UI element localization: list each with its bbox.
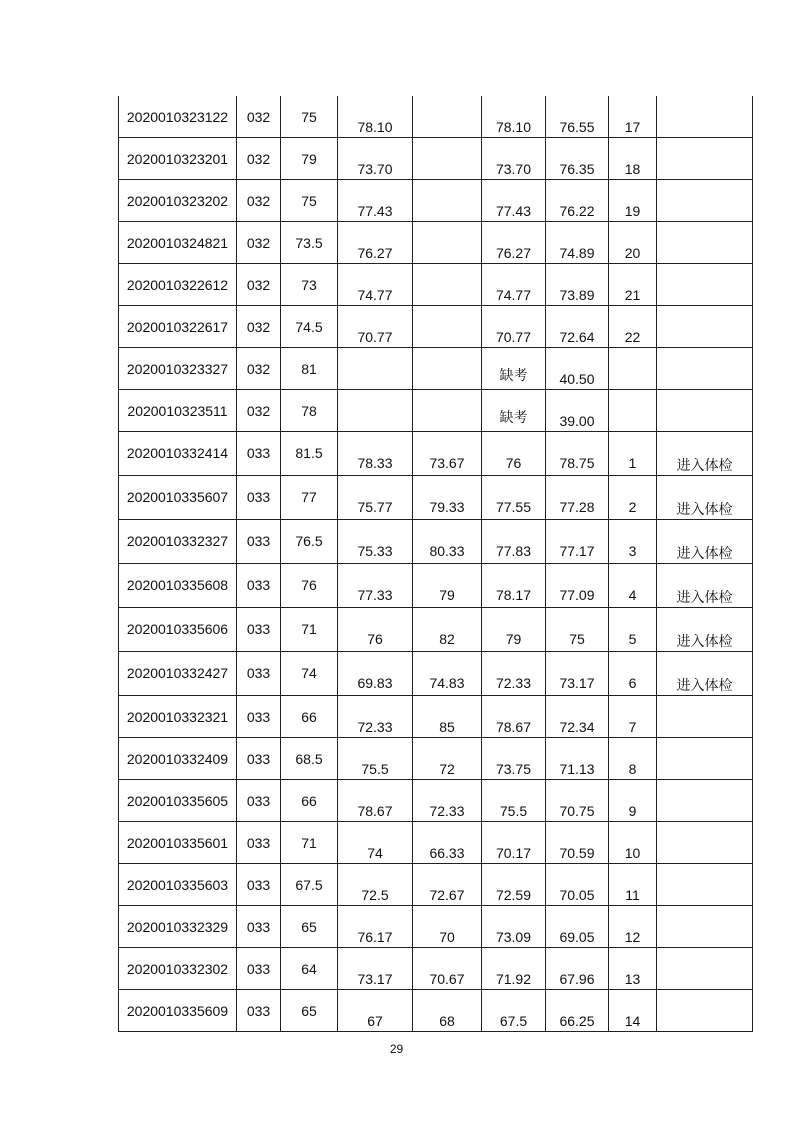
interview-score-cell: 缺考 bbox=[482, 390, 546, 432]
total-score-cell: 70.75 bbox=[546, 780, 609, 822]
table-body bbox=[119, 96, 753, 1032]
remark-cell bbox=[657, 738, 753, 780]
candidate-id-cell: 2020010323511 bbox=[119, 390, 237, 432]
table-row bbox=[119, 222, 753, 264]
interview-score-b-cell bbox=[413, 390, 482, 432]
remark-cell bbox=[657, 990, 753, 1032]
candidate-id-cell: 2020010335607 bbox=[119, 476, 237, 520]
total-score-cell: 77.17 bbox=[546, 520, 609, 564]
rank-cell: 13 bbox=[609, 948, 657, 990]
written-score-cell: 76.5 bbox=[281, 520, 338, 564]
interview-score-cell: 72.59 bbox=[482, 864, 546, 906]
table-row bbox=[119, 738, 753, 780]
interview-score-cell: 79 bbox=[482, 608, 546, 652]
interview-score-a-cell: 76.17 bbox=[338, 906, 413, 948]
rank-cell: 8 bbox=[609, 738, 657, 780]
written-score-cell: 74 bbox=[281, 652, 338, 696]
position-code-cell: 033 bbox=[237, 652, 281, 696]
interview-score-b-cell: 79 bbox=[413, 564, 482, 608]
position-code-cell: 032 bbox=[237, 306, 281, 348]
remark-cell: 进入体检 bbox=[657, 564, 753, 608]
total-score-cell: 75 bbox=[546, 608, 609, 652]
position-code-cell: 032 bbox=[237, 180, 281, 222]
position-code-cell: 032 bbox=[237, 264, 281, 306]
remark-cell bbox=[657, 390, 753, 432]
interview-score-cell: 73.75 bbox=[482, 738, 546, 780]
interview-score-b-cell bbox=[413, 222, 482, 264]
position-code-cell: 032 bbox=[237, 348, 281, 390]
interview-score-b-cell bbox=[413, 264, 482, 306]
interview-score-a-cell: 78.10 bbox=[338, 96, 413, 138]
position-code-cell: 032 bbox=[237, 390, 281, 432]
position-code-cell: 032 bbox=[237, 138, 281, 180]
position-code-cell: 033 bbox=[237, 608, 281, 652]
interview-score-cell: 73.70 bbox=[482, 138, 546, 180]
rank-cell bbox=[609, 348, 657, 390]
remark-cell: 进入体检 bbox=[657, 652, 753, 696]
candidate-id-cell: 2020010335609 bbox=[119, 990, 237, 1032]
rank-cell: 6 bbox=[609, 652, 657, 696]
candidate-id-cell: 2020010332409 bbox=[119, 738, 237, 780]
interview-score-cell: 78.10 bbox=[482, 96, 546, 138]
position-code-cell: 033 bbox=[237, 696, 281, 738]
position-code-cell: 032 bbox=[237, 96, 281, 138]
candidate-id-cell: 2020010335608 bbox=[119, 564, 237, 608]
written-score-cell: 73.5 bbox=[281, 222, 338, 264]
interview-score-cell: 77.43 bbox=[482, 180, 546, 222]
interview-score-b-cell bbox=[413, 96, 482, 138]
interview-score-b-cell: 70 bbox=[413, 906, 482, 948]
written-score-cell: 76 bbox=[281, 564, 338, 608]
remark-cell bbox=[657, 822, 753, 864]
interview-score-b-cell: 85 bbox=[413, 696, 482, 738]
interview-score-b-cell: 72.67 bbox=[413, 864, 482, 906]
written-score-cell: 71 bbox=[281, 822, 338, 864]
total-score-cell: 73.89 bbox=[546, 264, 609, 306]
candidate-id-cell: 2020010322612 bbox=[119, 264, 237, 306]
total-score-cell: 76.55 bbox=[546, 96, 609, 138]
table-row bbox=[119, 180, 753, 222]
table-row bbox=[119, 96, 753, 138]
written-score-cell: 77 bbox=[281, 476, 338, 520]
rank-cell: 5 bbox=[609, 608, 657, 652]
candidate-id-cell: 2020010322617 bbox=[119, 306, 237, 348]
written-score-cell: 67.5 bbox=[281, 864, 338, 906]
interview-score-b-cell: 66.33 bbox=[413, 822, 482, 864]
candidate-id-cell: 2020010335606 bbox=[119, 608, 237, 652]
written-score-cell: 81 bbox=[281, 348, 338, 390]
remark-cell: 进入体检 bbox=[657, 520, 753, 564]
rank-cell bbox=[609, 390, 657, 432]
position-code-cell: 033 bbox=[237, 564, 281, 608]
remark-cell bbox=[657, 906, 753, 948]
interview-score-a-cell: 77.43 bbox=[338, 180, 413, 222]
interview-score-cell: 78.17 bbox=[482, 564, 546, 608]
candidate-id-cell: 2020010335603 bbox=[119, 864, 237, 906]
candidate-id-cell: 2020010323201 bbox=[119, 138, 237, 180]
table-row bbox=[119, 696, 753, 738]
interview-score-a-cell: 78.67 bbox=[338, 780, 413, 822]
interview-score-a-cell: 76.27 bbox=[338, 222, 413, 264]
rank-cell: 3 bbox=[609, 520, 657, 564]
interview-score-cell: 缺考 bbox=[482, 348, 546, 390]
interview-score-cell: 76 bbox=[482, 432, 546, 476]
table-row bbox=[119, 906, 753, 948]
remark-cell: 进入体检 bbox=[657, 476, 753, 520]
rank-cell: 18 bbox=[609, 138, 657, 180]
total-score-cell: 70.59 bbox=[546, 822, 609, 864]
rank-cell: 14 bbox=[609, 990, 657, 1032]
written-score-cell: 75 bbox=[281, 96, 338, 138]
remark-cell bbox=[657, 948, 753, 990]
interview-score-cell: 72.33 bbox=[482, 652, 546, 696]
remark-cell bbox=[657, 264, 753, 306]
total-score-cell: 72.34 bbox=[546, 696, 609, 738]
table-row bbox=[119, 476, 753, 520]
written-score-cell: 65 bbox=[281, 990, 338, 1032]
table-row bbox=[119, 780, 753, 822]
interview-score-cell: 77.55 bbox=[482, 476, 546, 520]
table-row bbox=[119, 822, 753, 864]
table-row bbox=[119, 306, 753, 348]
interview-score-a-cell: 69.83 bbox=[338, 652, 413, 696]
position-code-cell: 033 bbox=[237, 822, 281, 864]
total-score-cell: 39.00 bbox=[546, 390, 609, 432]
candidate-id-cell: 2020010335605 bbox=[119, 780, 237, 822]
rank-cell: 17 bbox=[609, 96, 657, 138]
position-code-cell: 033 bbox=[237, 990, 281, 1032]
table-row bbox=[119, 652, 753, 696]
interview-score-b-cell: 70.67 bbox=[413, 948, 482, 990]
interview-score-cell: 78.67 bbox=[482, 696, 546, 738]
written-score-cell: 78 bbox=[281, 390, 338, 432]
interview-score-cell: 74.77 bbox=[482, 264, 546, 306]
interview-score-b-cell: 68 bbox=[413, 990, 482, 1032]
interview-score-a-cell: 75.33 bbox=[338, 520, 413, 564]
written-score-cell: 68.5 bbox=[281, 738, 338, 780]
table-row bbox=[119, 520, 753, 564]
interview-score-a-cell: 67 bbox=[338, 990, 413, 1032]
total-score-cell: 78.75 bbox=[546, 432, 609, 476]
written-score-cell: 73 bbox=[281, 264, 338, 306]
rank-cell: 9 bbox=[609, 780, 657, 822]
written-score-cell: 65 bbox=[281, 906, 338, 948]
written-score-cell: 66 bbox=[281, 696, 338, 738]
candidate-id-cell: 2020010324821 bbox=[119, 222, 237, 264]
candidate-id-cell: 2020010323122 bbox=[119, 96, 237, 138]
interview-score-a-cell: 75.77 bbox=[338, 476, 413, 520]
table-row bbox=[119, 264, 753, 306]
rank-cell: 11 bbox=[609, 864, 657, 906]
interview-score-a-cell: 76 bbox=[338, 608, 413, 652]
interview-score-b-cell bbox=[413, 306, 482, 348]
interview-score-b-cell bbox=[413, 348, 482, 390]
page-number: 29 bbox=[389, 1042, 404, 1056]
remark-cell bbox=[657, 864, 753, 906]
interview-score-b-cell: 74.83 bbox=[413, 652, 482, 696]
rank-cell: 21 bbox=[609, 264, 657, 306]
interview-score-cell: 70.17 bbox=[482, 822, 546, 864]
position-code-cell: 033 bbox=[237, 906, 281, 948]
candidate-id-cell: 2020010332329 bbox=[119, 906, 237, 948]
total-score-cell: 73.17 bbox=[546, 652, 609, 696]
candidate-id-cell: 2020010335601 bbox=[119, 822, 237, 864]
remark-cell bbox=[657, 180, 753, 222]
remark-cell: 进入体检 bbox=[657, 432, 753, 476]
candidate-id-cell: 2020010323327 bbox=[119, 348, 237, 390]
total-score-cell: 66.25 bbox=[546, 990, 609, 1032]
table-row bbox=[119, 390, 753, 432]
rank-cell: 20 bbox=[609, 222, 657, 264]
rank-cell: 22 bbox=[609, 306, 657, 348]
interview-score-b-cell: 80.33 bbox=[413, 520, 482, 564]
interview-score-a-cell: 70.77 bbox=[338, 306, 413, 348]
remark-cell bbox=[657, 696, 753, 738]
interview-score-cell: 77.83 bbox=[482, 520, 546, 564]
interview-score-b-cell: 73.67 bbox=[413, 432, 482, 476]
total-score-cell: 76.22 bbox=[546, 180, 609, 222]
interview-score-a-cell: 74.77 bbox=[338, 264, 413, 306]
written-score-cell: 79 bbox=[281, 138, 338, 180]
interview-score-cell: 73.09 bbox=[482, 906, 546, 948]
candidate-id-cell: 2020010332327 bbox=[119, 520, 237, 564]
candidate-id-cell: 2020010332427 bbox=[119, 652, 237, 696]
table-row bbox=[119, 138, 753, 180]
table-row bbox=[119, 348, 753, 390]
position-code-cell: 032 bbox=[237, 222, 281, 264]
written-score-cell: 66 bbox=[281, 780, 338, 822]
candidate-id-cell: 2020010332414 bbox=[119, 432, 237, 476]
total-score-cell: 70.05 bbox=[546, 864, 609, 906]
rank-cell: 2 bbox=[609, 476, 657, 520]
interview-score-a-cell bbox=[338, 390, 413, 432]
rank-cell: 4 bbox=[609, 564, 657, 608]
interview-score-cell: 67.5 bbox=[482, 990, 546, 1032]
interview-score-a-cell: 72.33 bbox=[338, 696, 413, 738]
total-score-cell: 77.09 bbox=[546, 564, 609, 608]
written-score-cell: 81.5 bbox=[281, 432, 338, 476]
total-score-cell: 40.50 bbox=[546, 348, 609, 390]
total-score-cell: 72.64 bbox=[546, 306, 609, 348]
interview-score-a-cell bbox=[338, 348, 413, 390]
table-row bbox=[119, 864, 753, 906]
interview-score-b-cell: 72.33 bbox=[413, 780, 482, 822]
position-code-cell: 033 bbox=[237, 520, 281, 564]
table-row bbox=[119, 948, 753, 990]
position-code-cell: 033 bbox=[237, 738, 281, 780]
position-code-cell: 033 bbox=[237, 864, 281, 906]
rank-cell: 19 bbox=[609, 180, 657, 222]
table-row bbox=[119, 432, 753, 476]
candidate-id-cell: 2020010323202 bbox=[119, 180, 237, 222]
interview-score-b-cell bbox=[413, 138, 482, 180]
remark-cell bbox=[657, 780, 753, 822]
remark-cell bbox=[657, 96, 753, 138]
remark-cell bbox=[657, 222, 753, 264]
rank-cell: 12 bbox=[609, 906, 657, 948]
interview-score-a-cell: 73.17 bbox=[338, 948, 413, 990]
rank-cell: 10 bbox=[609, 822, 657, 864]
position-code-cell: 033 bbox=[237, 948, 281, 990]
remark-cell bbox=[657, 348, 753, 390]
position-code-cell: 033 bbox=[237, 432, 281, 476]
interview-score-a-cell: 75.5 bbox=[338, 738, 413, 780]
total-score-cell: 74.89 bbox=[546, 222, 609, 264]
written-score-cell: 74.5 bbox=[281, 306, 338, 348]
rank-cell: 7 bbox=[609, 696, 657, 738]
position-code-cell: 033 bbox=[237, 476, 281, 520]
interview-score-cell: 71.92 bbox=[482, 948, 546, 990]
table-row bbox=[119, 564, 753, 608]
candidate-id-cell: 2020010332302 bbox=[119, 948, 237, 990]
interview-score-a-cell: 72.5 bbox=[338, 864, 413, 906]
interview-score-b-cell: 82 bbox=[413, 608, 482, 652]
written-score-cell: 64 bbox=[281, 948, 338, 990]
remark-cell: 进入体检 bbox=[657, 608, 753, 652]
table-row bbox=[119, 990, 753, 1032]
total-score-cell: 67.96 bbox=[546, 948, 609, 990]
interview-score-a-cell: 73.70 bbox=[338, 138, 413, 180]
remark-cell bbox=[657, 306, 753, 348]
interview-score-cell: 76.27 bbox=[482, 222, 546, 264]
interview-score-cell: 70.77 bbox=[482, 306, 546, 348]
interview-score-b-cell bbox=[413, 180, 482, 222]
interview-score-a-cell: 77.33 bbox=[338, 564, 413, 608]
total-score-cell: 69.05 bbox=[546, 906, 609, 948]
position-code-cell: 033 bbox=[237, 780, 281, 822]
interview-score-cell: 75.5 bbox=[482, 780, 546, 822]
written-score-cell: 75 bbox=[281, 180, 338, 222]
score-table bbox=[118, 96, 753, 1032]
total-score-cell: 77.28 bbox=[546, 476, 609, 520]
table-row bbox=[119, 608, 753, 652]
total-score-cell: 76.35 bbox=[546, 138, 609, 180]
interview-score-b-cell: 72 bbox=[413, 738, 482, 780]
candidate-id-cell: 2020010332321 bbox=[119, 696, 237, 738]
interview-score-a-cell: 74 bbox=[338, 822, 413, 864]
interview-score-a-cell: 78.33 bbox=[338, 432, 413, 476]
interview-score-b-cell: 79.33 bbox=[413, 476, 482, 520]
written-score-cell: 71 bbox=[281, 608, 338, 652]
rank-cell: 1 bbox=[609, 432, 657, 476]
remark-cell bbox=[657, 138, 753, 180]
total-score-cell: 71.13 bbox=[546, 738, 609, 780]
